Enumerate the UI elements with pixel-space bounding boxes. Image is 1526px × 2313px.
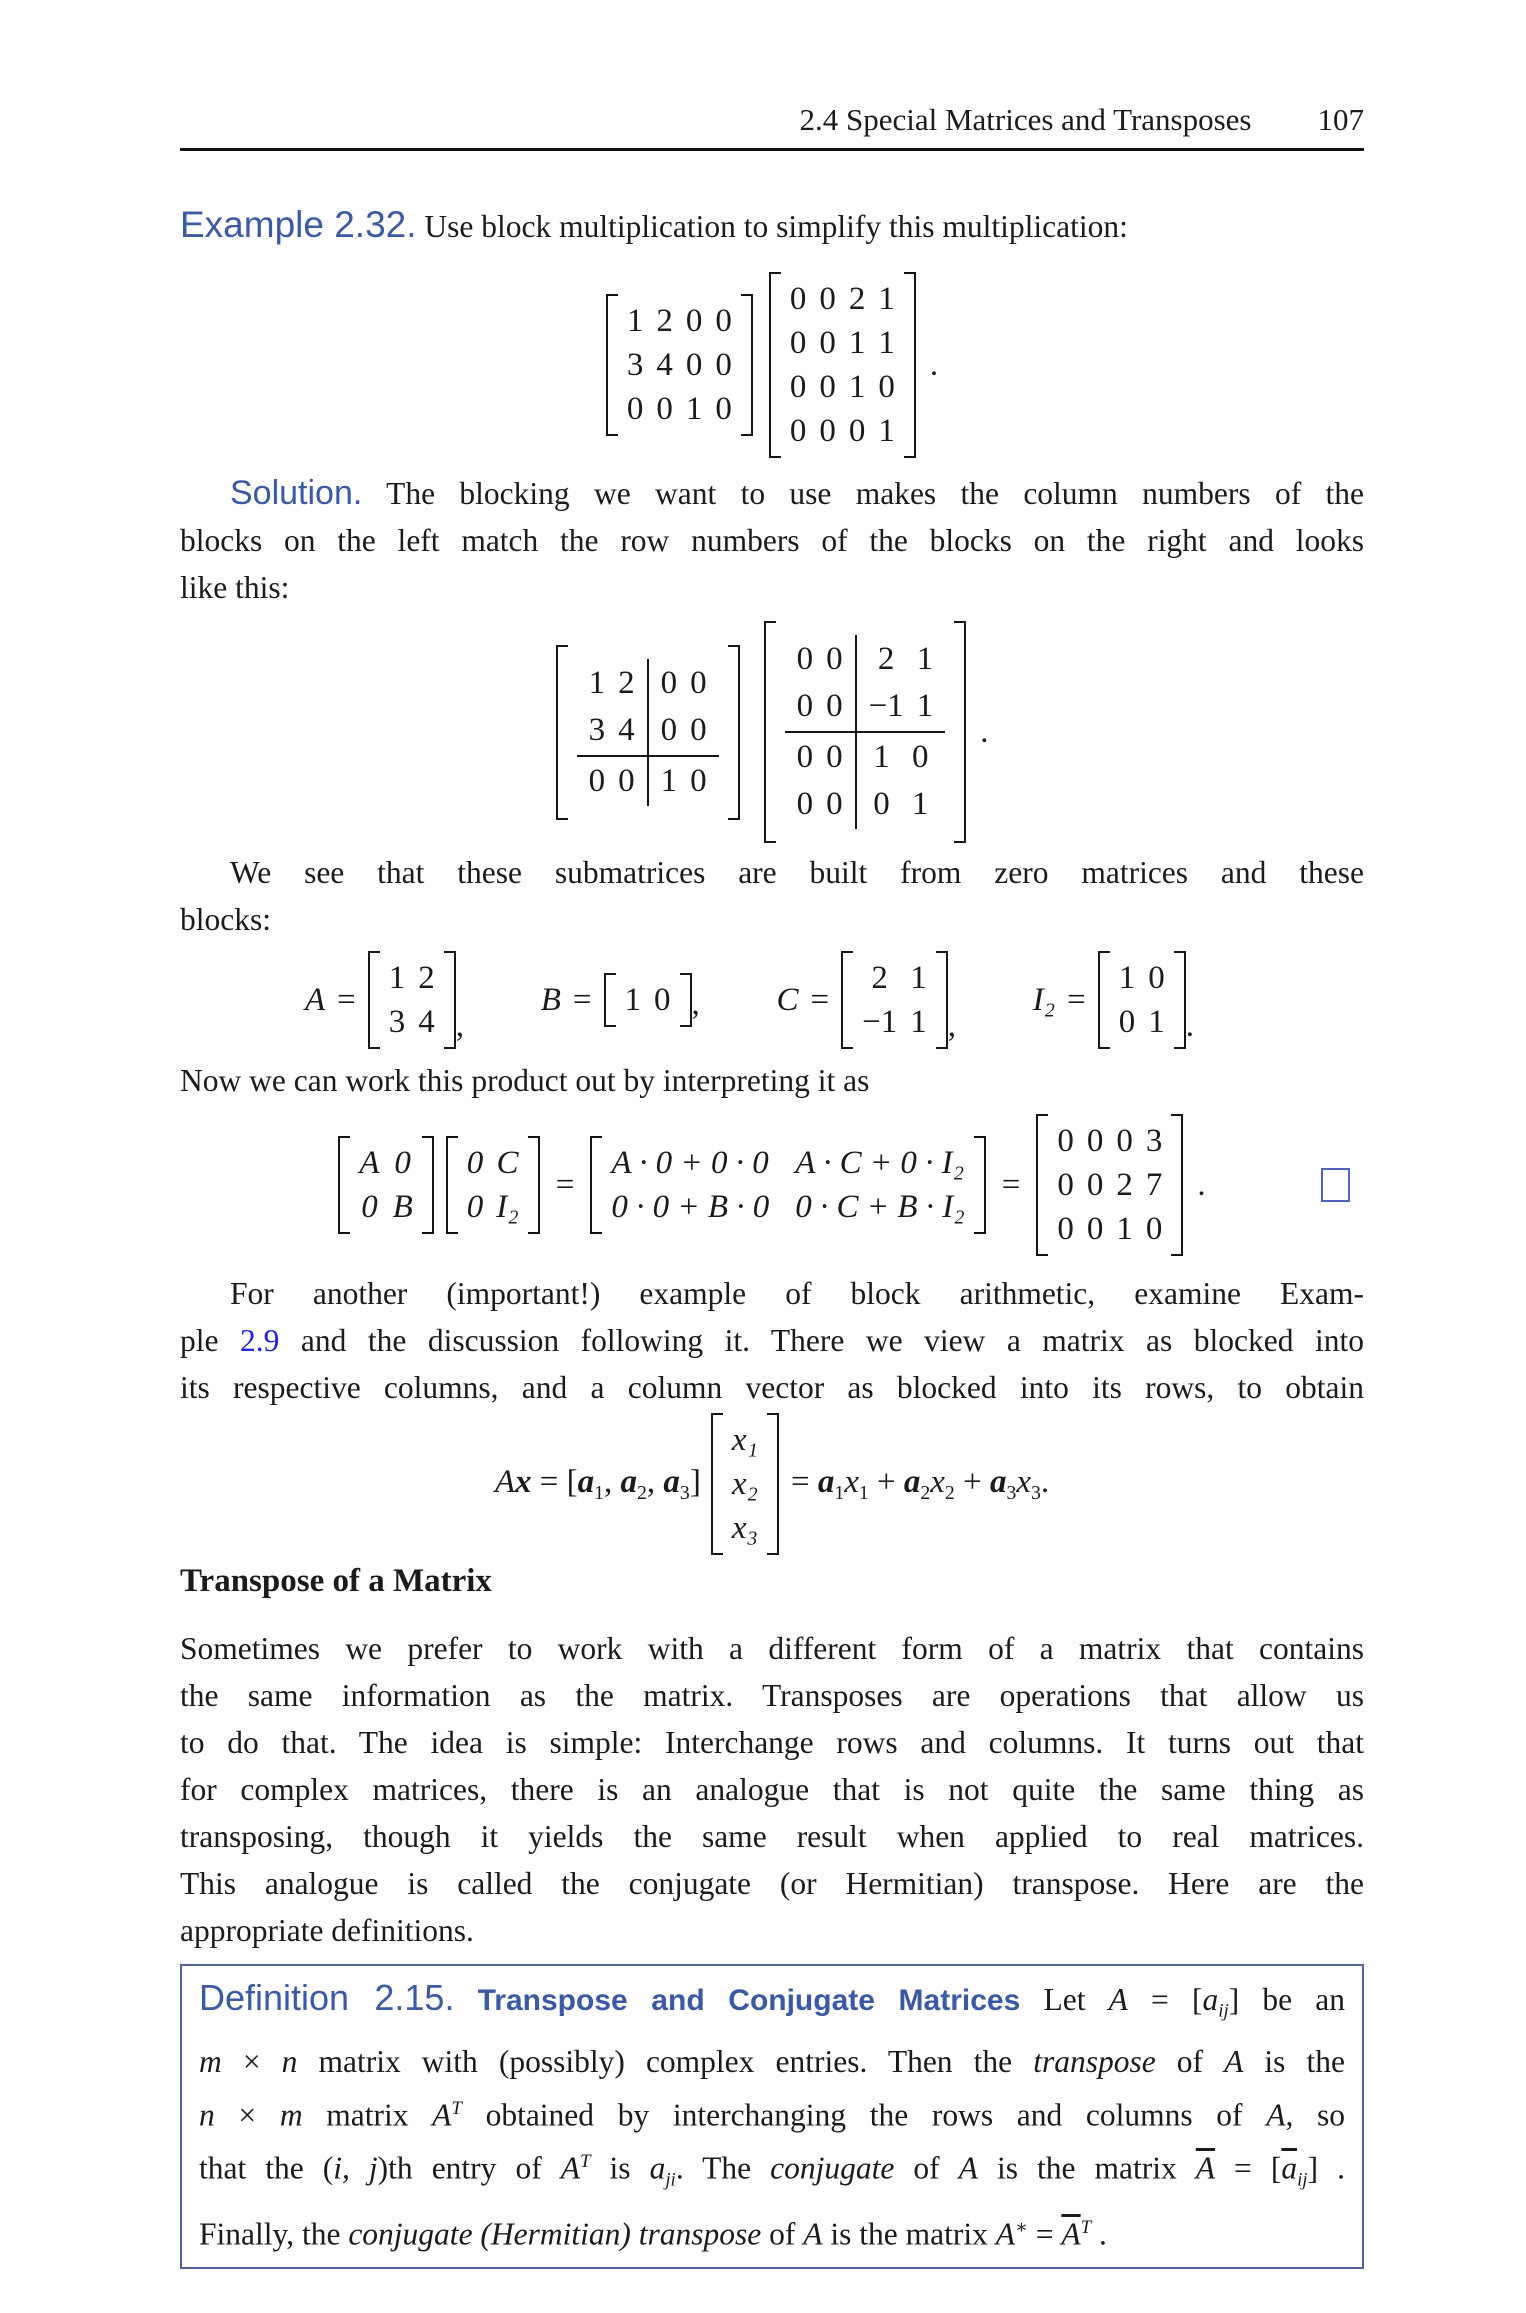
text-segment: n [199, 2097, 215, 2133]
matrix-cell: x₃ [731, 1510, 758, 1546]
paragraph-line: for complex matrices, there is an analogue that is not quite the same thing as [180, 1772, 1364, 1807]
text-segment: conjugate (Hermitian) transpose [348, 2216, 762, 2252]
matrix-cell: A [359, 1145, 380, 1181]
text-segment: + [868, 1463, 904, 1500]
matrix-cell: 1 [388, 960, 406, 996]
matrix-cell: 0 [1057, 1167, 1074, 1203]
text-segment: 2 [637, 1481, 647, 1504]
matrix-cell: 0 [394, 1145, 411, 1181]
product-interpretation-line: Now we can work this product out by interpreting it as [180, 1063, 870, 1098]
matrix-cell: x₁ [731, 1422, 758, 1458]
paragraph-line: to do that. The idea is simple: Interchange rows and columns. It turns out that [180, 1725, 1364, 1760]
matrix-cell: 0 [789, 413, 807, 449]
matrix-cell: 0 [848, 413, 866, 449]
left-bracket [606, 294, 618, 436]
example-paragraph [180, 201, 1364, 250]
matrix-cell: 4 [656, 347, 673, 383]
definition-line [199, 2204, 1345, 2258]
right-bracket [741, 294, 753, 436]
example-intro: Use block multiplication to simplify this multiplication: [424, 209, 1128, 244]
matrix-cell: 2 [871, 960, 888, 996]
matrix-cell: −1 [862, 1004, 898, 1040]
block-def-A: A = 1 2 3 4 , [305, 951, 464, 1049]
matrix-cell: 0 [1086, 1211, 1104, 1247]
text-segment: matrix [302, 2097, 433, 2133]
text-segment: matrix with (possibly) complex entries. Then the [297, 2043, 1034, 2079]
matrix-cell: 0 [1145, 1211, 1163, 1247]
text-segment: ij [1218, 2000, 1229, 2022]
matrix-cell: 0 [819, 325, 836, 361]
text-segment: T [451, 2097, 462, 2119]
text-segment: Finally, the [199, 2216, 349, 2252]
matrix-cell: 1 [878, 413, 895, 449]
paragraph-line: transposing, though it yields the same result when applied to real matrices. [180, 1819, 1364, 1854]
text-segment: n [281, 2043, 298, 2079]
solution-paragraph [180, 470, 1364, 611]
text-segment: T [1080, 2216, 1092, 2238]
matrix-cell: 0 [361, 1189, 378, 1225]
text-segment: 1 [834, 1481, 845, 1504]
matrix-cell: 3 [1145, 1123, 1163, 1159]
matrix-cell: 4 [418, 1004, 435, 1040]
matrix-cell: 1 [685, 391, 703, 427]
matrix-cell: 0 [873, 786, 890, 822]
ax-right-side [791, 1464, 1049, 1505]
left-bracket [769, 272, 781, 458]
text-segment: a [1202, 1982, 1219, 2017]
matrix-cell: 0 [826, 641, 843, 677]
text-segment: = [ [531, 1463, 578, 1500]
definition-line [199, 2085, 1345, 2139]
matrix-cell: −1 [868, 688, 904, 724]
matrix-cell: 0 [1086, 1167, 1104, 1203]
definition-text [1043, 1982, 1346, 2022]
equals-sign: = [1001, 1166, 1021, 1203]
page-content [180, 0, 1364, 2269]
paragraph-line: This analogue is called the conjugate (or Hermitian) transpose. Here are the [180, 1866, 1364, 1901]
matrix-cell: 1 [660, 762, 678, 799]
matrix-cell: 0 [466, 1145, 484, 1181]
paragraph-line [180, 1317, 1364, 1364]
matrix-cell: 1 [848, 369, 866, 405]
paragraph-line: Sometimes we prefer to work with a different form of a matrix that contains [180, 1631, 1364, 1666]
text-segment: obtained by interchanging the rows and columns of [461, 2097, 1267, 2133]
text-segment: ] be an [1228, 1982, 1346, 2017]
solution-line: blocks on the left match the row numbers of the blocks on the right and looks [180, 523, 1364, 558]
matrix-cell: 0 [715, 391, 732, 427]
text-segment: is the [1243, 2043, 1346, 2079]
matrix-cell: 0 [819, 369, 836, 405]
text-segment: = [1027, 2216, 1062, 2252]
matrix-cell: 0 [789, 369, 807, 405]
x-vector [711, 1413, 779, 1555]
matrix-cell: 1 [848, 325, 866, 361]
matrix-cell: 0 [796, 786, 814, 822]
end-of-example-square-icon [1321, 1168, 1350, 1202]
solution-label: Solution. [230, 474, 363, 512]
matrix-cell: 0 [789, 325, 807, 361]
text-segment: A [494, 1463, 516, 1500]
text-segment: A [803, 2216, 823, 2252]
matrix-cell: 1 [916, 641, 934, 677]
text-segment: ij [1297, 2169, 1308, 2191]
matrix-cell: 0 [912, 739, 929, 775]
display-blocked-product [180, 621, 1364, 843]
matrix-cell: 1 [1116, 1211, 1133, 1247]
text-segment: A [432, 2097, 452, 2133]
matrix-cell: 0 [878, 369, 895, 405]
text-segment: that the ( [199, 2151, 334, 2187]
submatrices-paragraph [180, 849, 1364, 943]
matrix-cell: 2 [877, 641, 895, 677]
submatrices-line: We see that these submatrices are built from zero matrices and these [230, 855, 1364, 890]
matrix-cell: 3 [588, 711, 606, 748]
block-def-C: C = 2 1 −1 1 , [776, 951, 956, 1049]
submatrices-line: blocks: [180, 902, 271, 937]
matrix-cell: 1 [910, 960, 927, 996]
matrix-cell: 4 [618, 711, 635, 748]
text-segment: = [ [1215, 2151, 1282, 2187]
matrix-cell: 0 [715, 347, 732, 383]
display-period: . [980, 713, 989, 750]
matrix-cell: 0 [626, 391, 644, 427]
text-segment: . [1091, 2216, 1107, 2252]
text-segment: m [279, 2097, 303, 2133]
text-segment: 2 [944, 1481, 955, 1504]
matrix-cell: 0 [826, 739, 843, 775]
matrix-cell: 1 [912, 786, 929, 822]
text-segment: 1 [858, 1481, 869, 1504]
matrix-cell: 2 [1116, 1167, 1133, 1203]
text-segment: A [1224, 2043, 1244, 2079]
matrix-cell: 0 [660, 664, 678, 701]
text-segment: A [560, 2151, 580, 2187]
text-segment: + [954, 1463, 990, 1500]
matrix-cell: 0 [1148, 960, 1165, 996]
matrix-cell: 0 [660, 711, 678, 748]
text-segment: transpose [1033, 2043, 1156, 2079]
matrix-cell: 0 [796, 641, 814, 677]
matrix-cell: 3 [626, 347, 644, 383]
text-segment: A [1266, 2097, 1286, 2133]
text-segment: = [790, 1463, 818, 1500]
matrix-cell: 0 [1086, 1123, 1104, 1159]
matrix-cell: 1 [910, 1004, 927, 1040]
solution-text: The blocking we want to use makes the column numbers of the [386, 476, 1364, 511]
text-segment: ∗ [1015, 2216, 1028, 2238]
matrix-cell: 0 [789, 281, 807, 317]
display-ax-equation [180, 1413, 1364, 1555]
matrix-cell: 0 [1118, 1004, 1136, 1040]
definition-line [199, 2038, 1345, 2085]
text-segment: x [1016, 1463, 1031, 1500]
text-segment: A [1108, 1982, 1128, 2017]
solution-line [180, 470, 1364, 517]
matrix-cell: 1 [878, 281, 895, 317]
definition-line [199, 1972, 1345, 2038]
definition-box [180, 1964, 1364, 2269]
matrix-cell: x₂ [731, 1466, 758, 1502]
matrix-factor-left [606, 294, 753, 436]
display-first-product [180, 272, 1364, 458]
text-segment: ] [689, 1463, 701, 1500]
matrix-cell: 0 [690, 711, 707, 748]
text-segment: i, j [333, 2151, 378, 2187]
text-segment: = [ [1127, 1982, 1203, 2017]
page-number: 107 [1317, 102, 1364, 137]
matrix-cell: 0 [1057, 1211, 1074, 1247]
text-segment: 3 [1006, 1481, 1017, 1504]
example-2-9-link[interactable]: 2.9 [240, 1323, 280, 1358]
text-segment: × [214, 2097, 280, 2133]
text-segment: ple [180, 1323, 240, 1358]
right-bracket [728, 645, 740, 820]
matrix-cell: 0 [826, 688, 843, 724]
text-segment: $\overline{a}$ [1281, 2151, 1298, 2187]
text-segment: $\overline{A}$ [1061, 2216, 1081, 2252]
matrix-cell: 1 [624, 982, 642, 1018]
text-segment: a [620, 1463, 638, 1500]
paragraph-line [180, 1270, 1364, 1317]
block-definitions-row [180, 945, 1364, 1055]
text-segment: For another (important!) example of block arithmetic, examine Exam- [230, 1276, 1364, 1311]
matrix-cell: 0 [685, 303, 703, 339]
matrix-cell: 0 [588, 762, 606, 799]
block-matrix-CI [446, 1136, 540, 1234]
text-segment: T [579, 2151, 591, 2173]
blocked-matrix-right [764, 621, 967, 843]
text-segment: A [958, 2151, 978, 2187]
display-period: . [1197, 1166, 1206, 1203]
text-segment: of [1155, 2043, 1225, 2079]
text-segment: , so [1285, 2097, 1345, 2133]
matrix-cell: 0 [1116, 1123, 1133, 1159]
definition-label: Definition 2.15. [199, 1977, 455, 2018]
blocked-matrix-left [556, 645, 740, 820]
text-segment: Let [1043, 1982, 1109, 2017]
paragraph-line: the same information as the matrix. Transposes are operations that allow us [180, 1678, 1364, 1713]
matrix-cell: A · 0 + 0 · 0 [611, 1145, 769, 1181]
matrix-cell: 0 · C + B · I₂ [795, 1189, 965, 1225]
matrix-cell: 2 [418, 960, 435, 996]
text-segment: , [646, 1463, 664, 1500]
matrix-cell: 0 [690, 664, 707, 701]
text-segment: $\overline{A}$ [1195, 2151, 1215, 2187]
header-rule [180, 148, 1364, 151]
text-segment: a [989, 1463, 1007, 1500]
matrix-cell: 2 [848, 281, 866, 317]
text-segment: m [199, 2043, 222, 2079]
text-segment: , [604, 1463, 621, 1500]
text-segment: ji [665, 2169, 676, 2191]
text-segment: of [894, 2151, 959, 2187]
text-segment: A [995, 2216, 1016, 2252]
text-segment: 3 [1030, 1481, 1041, 1504]
right-bracket [954, 621, 966, 843]
text-segment: ] . [1307, 2151, 1345, 2187]
result-matrix [1036, 1114, 1183, 1256]
matrix-cell: 0 · 0 + B · 0 [611, 1189, 770, 1225]
text-segment: is [590, 2151, 650, 2187]
display-block-multiplication [180, 1114, 1364, 1256]
matrix-cell: 0 [819, 413, 836, 449]
text-segment: conjugate [770, 2151, 895, 2187]
matrix-cell: 1 [588, 664, 606, 701]
matrix-cell: B [392, 1189, 413, 1225]
text-segment: is the matrix [977, 2151, 1196, 2187]
matrix-cell: 2 [618, 664, 635, 701]
definition-line [199, 2138, 1345, 2203]
text-segment: and the discussion following it. There we view a matrix as blocked into [279, 1323, 1364, 1358]
text-segment: x [515, 1463, 532, 1500]
matrix-cell: 0 [618, 762, 635, 799]
block-expression-matrix [590, 1136, 985, 1234]
matrix-cell: 3 [388, 1004, 406, 1040]
matrix-cell: 0 [690, 762, 707, 799]
section-heading: Transpose of a Matrix [180, 1563, 492, 1599]
text-segment: 1 [594, 1481, 605, 1504]
text-segment: . The [675, 2151, 771, 2187]
equals-sign: = [555, 1166, 575, 1203]
text-segment: its respective columns, and a column vector as blocked into its rows, to obtain [180, 1370, 1364, 1405]
matrix-cell: 1 [1118, 960, 1136, 996]
text-segment: a [649, 2151, 666, 2187]
ax-left-side [495, 1464, 701, 1505]
matrix-cell: 0 [819, 281, 836, 317]
block-arithmetic-paragraph [180, 1270, 1364, 1411]
left-bracket [764, 621, 776, 843]
matrix-cell: 0 [715, 303, 732, 339]
text-segment: × [221, 2043, 282, 2079]
text-segment: x [930, 1463, 945, 1500]
transpose-paragraph [180, 1625, 1364, 1954]
matrix-cell: 2 [656, 303, 673, 339]
matrix-cell: 0 [826, 786, 843, 822]
matrix-factor-right [769, 272, 916, 458]
paragraph-line: appropriate definitions. [180, 1913, 474, 1948]
text-segment: a [817, 1463, 835, 1500]
text-segment: . [1040, 1463, 1050, 1500]
definition-title: Transpose and Conjugate Matrices [477, 1984, 1021, 2017]
running-header [180, 0, 1364, 138]
matrix-cell: 0 [685, 347, 703, 383]
matrix-cell: 1 [916, 688, 934, 724]
matrix-cell: I₂ [496, 1189, 519, 1225]
matrix-cell: 0 [654, 982, 671, 1018]
text-segment: a [903, 1463, 921, 1500]
paragraph-line [180, 1364, 1364, 1411]
example-label: Example 2.32. [180, 204, 417, 245]
matrix-cell: 0 [796, 688, 814, 724]
text-segment: a [577, 1463, 595, 1500]
block-def-I2: I₂ = 1 0 0 1 . [1033, 951, 1194, 1049]
matrix-cell: 7 [1145, 1167, 1163, 1203]
block-matrix-AB [338, 1136, 433, 1234]
solution-line: like this: [180, 570, 290, 605]
matrix-cell: 1 [878, 325, 895, 361]
text-segment: 2 [920, 1481, 931, 1504]
display-period: . [929, 346, 939, 383]
matrix-cell: 0 [656, 391, 673, 427]
text-segment: a [663, 1463, 680, 1500]
text-segment: )th entry of [377, 2151, 561, 2187]
matrix-cell: 1 [873, 739, 890, 775]
matrix-cell: 0 [466, 1189, 484, 1225]
matrix-cell: 0 [1057, 1123, 1074, 1159]
matrix-cell: 0 [796, 739, 814, 775]
text-segment: of [761, 2216, 804, 2252]
text-segment: is the matrix [822, 2216, 996, 2252]
left-bracket [556, 645, 568, 820]
header-section-title: 2.4 Special Matrices and Transposes [799, 102, 1252, 137]
right-bracket [904, 272, 916, 458]
matrix-cell: 1 [626, 303, 644, 339]
text-segment: x [844, 1463, 859, 1500]
block-def-B: B = 1 0 , [541, 973, 700, 1027]
matrix-cell: A · C + 0 · I₂ [795, 1145, 965, 1181]
matrix-cell: C [496, 1145, 519, 1181]
text-segment: 3 [679, 1481, 690, 1504]
matrix-cell: 1 [1148, 1004, 1165, 1040]
